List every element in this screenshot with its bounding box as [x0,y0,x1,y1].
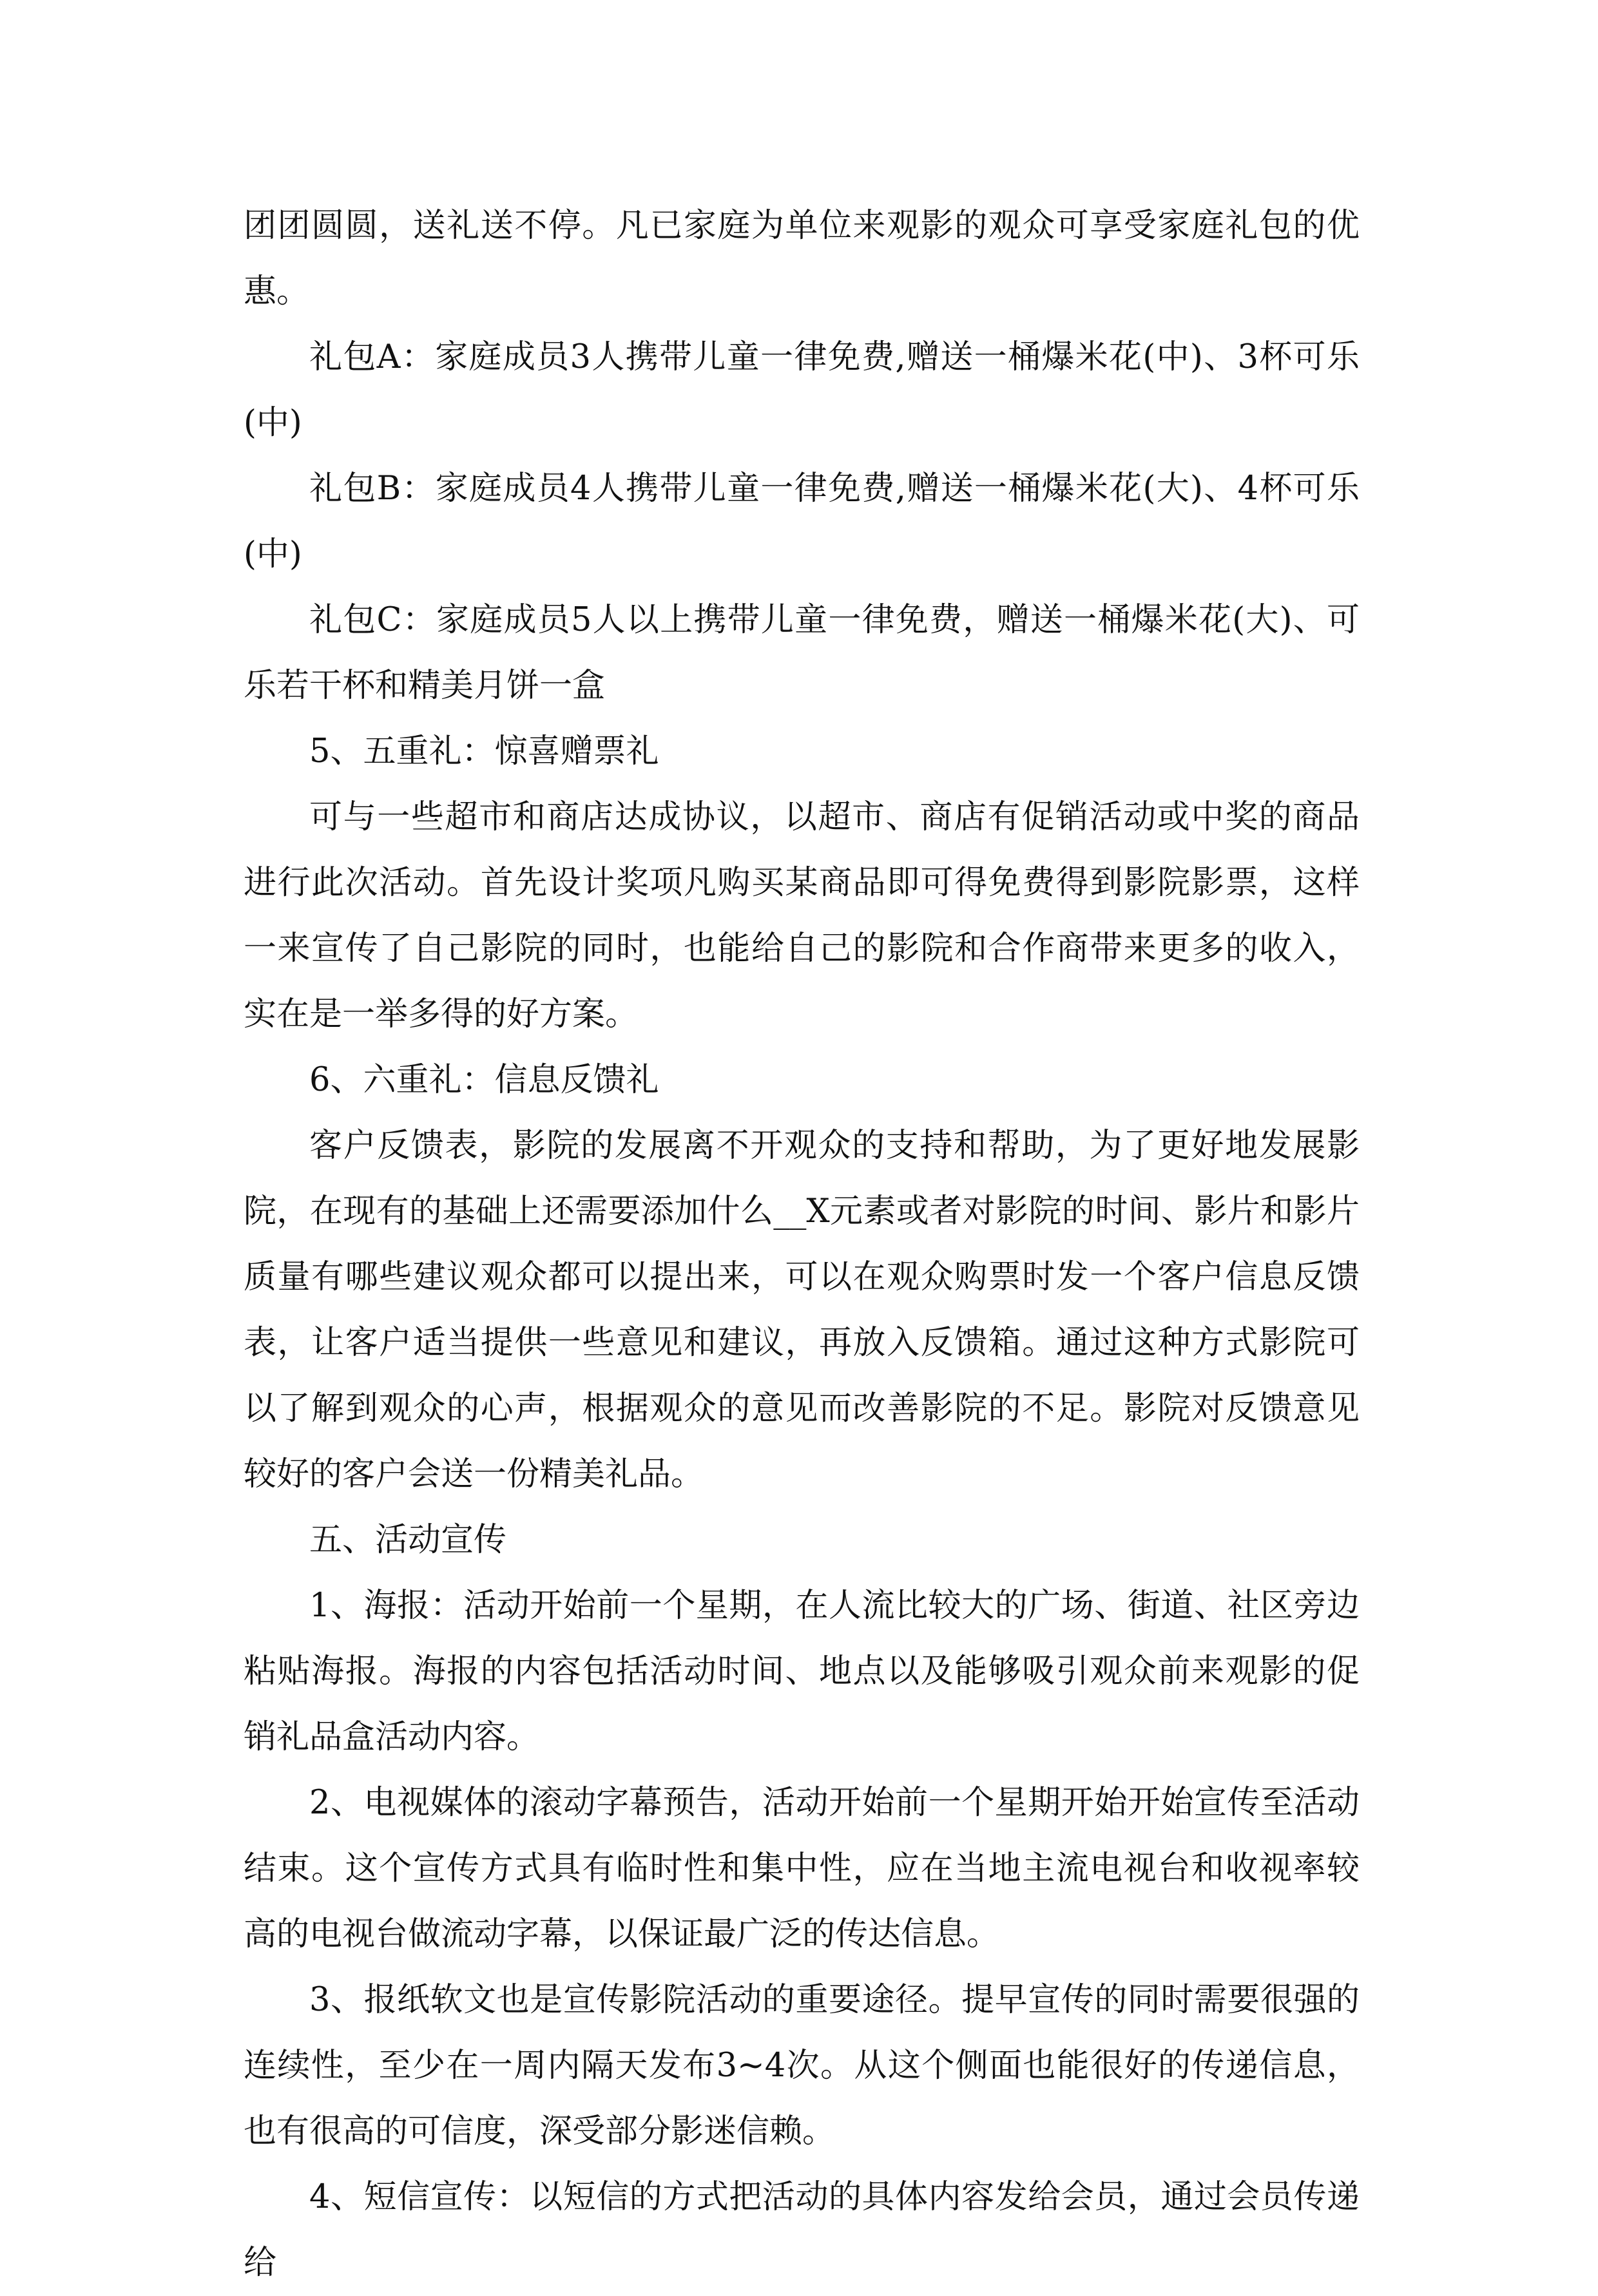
paragraph-poster: 1、海报：活动开始前一个星期，在人流比较大的广场、街道、社区旁边粘贴海报。海报的内容包括活动时间、地点以及能够吸引观众前来观影的促销礼品盒活动内容。 [244,1587,1360,1756]
paragraph-tv-media: 2、电视媒体的滚动字幕预告，活动开始前一个星期开始开始宣传至活动结束。这个宣传方式具有临时性和集中性，应在当地主流电视台和收视率较高的电视台做流动字幕，以保证最广泛的传达信息。 [244,1784,1360,1953]
document-body [244,193,1360,2296]
paragraph-sms: 4、短信宣传：以短信的方式把活动的具体内容发给会员，通过会员传递给 [244,2178,1360,2282]
heading-sixth-gift: 6、六重礼：信息反馈礼 [309,1061,659,1099]
paragraph-newspaper: 3、报纸软文也是宣传影院活动的重要途径。提早宣传的同时需要很强的连续性，至少在一周内隔天发布3~4次。从这个侧面也能很好的传递信息，也有很高的可信度，深受部分影迷信赖。 [244,1981,1360,2150]
heading-fifth-gift: 5、五重礼：惊喜赠票礼 [309,732,659,770]
paragraph-gift-package-c: 礼包C：家庭成员5人以上携带儿童一律免费，赠送一桶爆米花(大)、可乐若干杯和精美月饼一盒 [244,601,1360,705]
paragraph-surprise-ticket: 可与一些超市和商店达成协议，以超市、商店有促销活动或中奖的商品进行此次活动。首先设计奖项凡购买某商品即可得免费得到影院影票，这样一来宣传了自己影院的同时，也能给自己的影院和合作商带来更多的收入，实在是一举多得的好方案。 [244,798,1360,1033]
paragraph-gift-package-b: 礼包B：家庭成员4人携带儿童一律免费,赠送一桶爆米花(大)、4杯可乐(中) [244,470,1360,573]
paragraph-feedback: 客户反馈表，影院的发展离不开观众的支持和帮助，为了更好地发展影院，在现有的基础上还需要添加什么__X元素或者对影院的时间、影片和影片质量有哪些建议观众都可以提出来，可以在观众购票时发一个客户信息反馈表，让客户适当提供一些意见和建议，再放入反馈箱。通过这种方式影院可以了解到观众的心声，根据观众的意见而改善影院的不足。影院对反馈意见较好的客户会送一份精美礼品。 [244,1127,1360,1493]
paragraph-family-gift-intro: 团团圆圆，送礼送不停。凡已家庭为单位来观影的观众可享受家庭礼包的优惠。 [244,207,1360,311]
heading-promotion: 五、活动宣传 [309,1521,507,1559]
paragraph-gift-package-a: 礼包A：家庭成员3人携带儿童一律免费,赠送一桶爆米花(中)、3杯可乐(中) [244,338,1360,442]
